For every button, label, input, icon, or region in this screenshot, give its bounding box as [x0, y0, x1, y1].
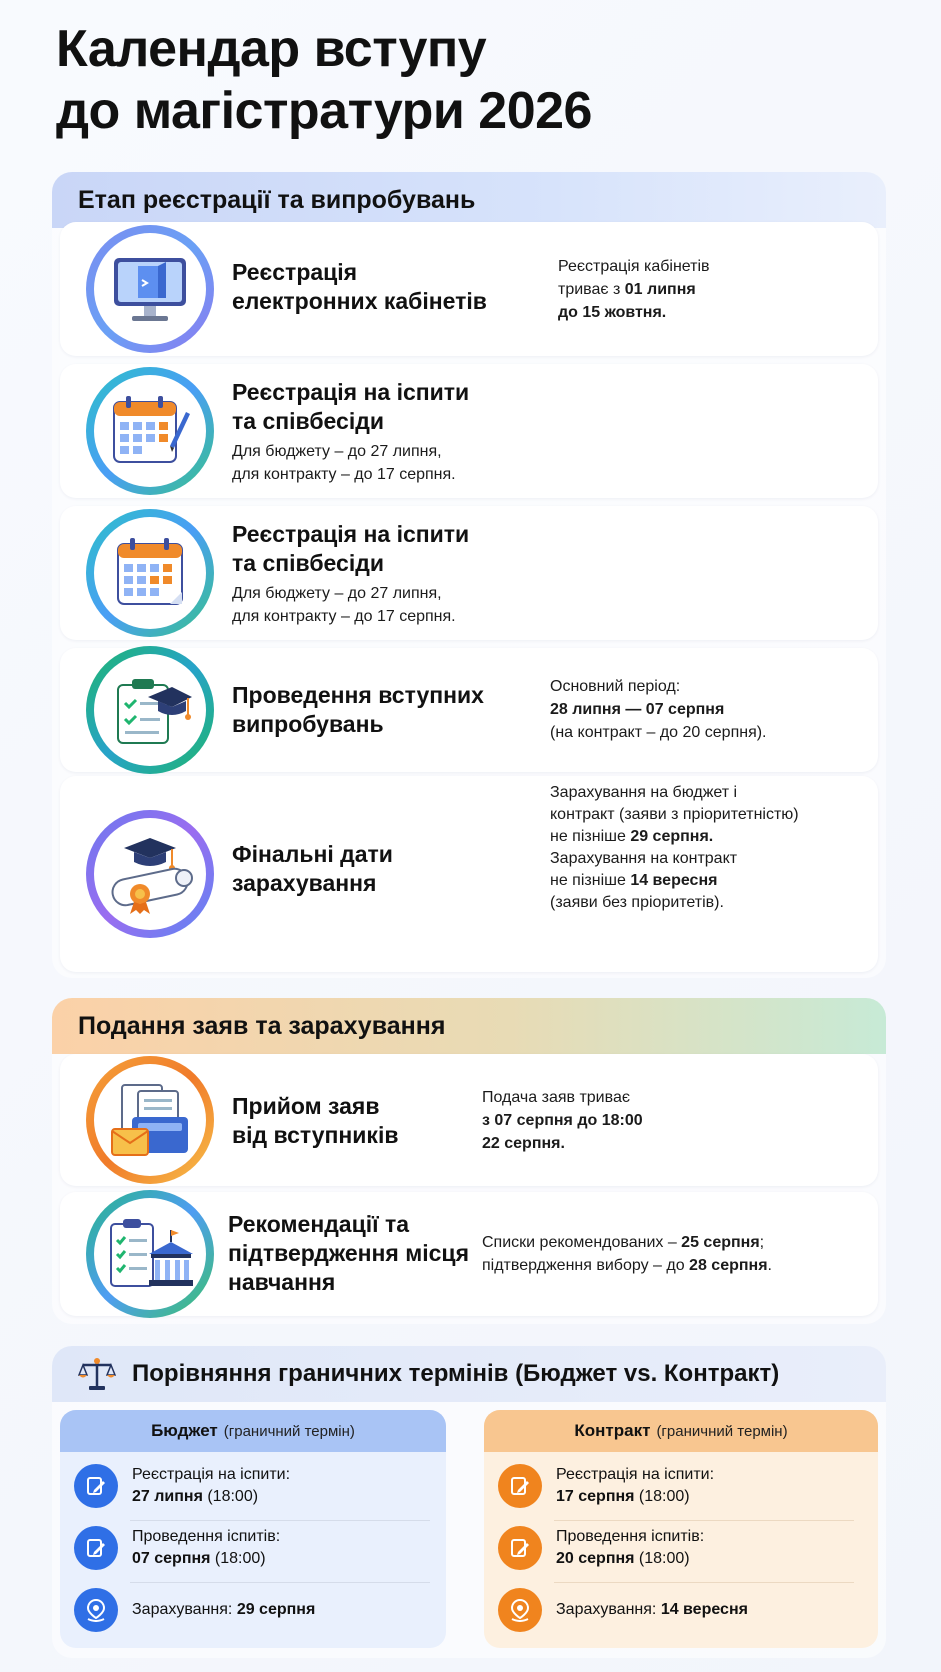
location-pin-icon — [74, 1588, 118, 1632]
card-final-title: Фінальні дати зарахування — [232, 841, 393, 896]
contract-row-exams: Проведення іспитів: 20 серпня (18:00) — [498, 1526, 852, 1570]
location-pin-icon — [498, 1588, 542, 1632]
card-applications-title: Прийом заяв від вступників — [232, 1093, 399, 1148]
clipboard-cap-icon — [86, 646, 214, 774]
budget-row-enrollment: Зарахування: 29 серпня — [74, 1588, 428, 1632]
diploma-cap-icon — [86, 810, 214, 938]
card-tests-desc: Основний період: 28 липня — 07 серпня (на контракт – до 20 серпня). — [550, 678, 767, 741]
budget-row-exams: Проведення іспитів: 07 серпня (18:00) — [74, 1526, 428, 1570]
contract-column-header: Контракт (граничний термін) — [484, 1410, 878, 1452]
monitor-icon — [86, 225, 214, 353]
card-applications — [60, 1054, 878, 1186]
budget-row-registration: Реєстрація на іспити: 27 липня (18:00) — [74, 1464, 428, 1508]
contract-column — [484, 1410, 878, 1648]
contract-row-registration: Реєстрація на іспити: 17 серпня (18:00) — [498, 1464, 852, 1508]
budget-column — [60, 1410, 446, 1648]
card-applications-desc: Подача заяв триває з 07 серпня до 18:00 22 серпня. — [482, 1089, 643, 1152]
documents-envelope-icon — [86, 1056, 214, 1184]
card-recommendations-title: Рекомендації та підтвердження місця навчання — [228, 1211, 469, 1295]
card-cabinet-desc: Реєстрація кабінетів триває з 01 липня до 15 жовтня. — [558, 258, 710, 321]
section-applications — [52, 998, 886, 1324]
edit-document-icon — [74, 1464, 118, 1508]
scales-icon — [78, 1357, 116, 1391]
card-exam-sub-1: Для бюджету – до 27 липня, для контракту – до 17 серпня. — [232, 443, 456, 483]
edit-document-icon — [74, 1526, 118, 1570]
card-exam-registration-1 — [60, 364, 878, 498]
card-entrance-tests — [60, 648, 878, 772]
edit-document-icon — [498, 1526, 542, 1570]
page-title-line2: до магістратури 2026 — [56, 82, 592, 140]
section-applications-header: Подання заяв та зарахування — [52, 998, 886, 1054]
card-tests-title: Проведення вступних випробувань — [232, 682, 484, 737]
section-comparison-header — [52, 1346, 886, 1402]
section-comparison — [52, 1346, 886, 1658]
card-final-dates — [60, 776, 878, 972]
card-exam-registration-2 — [60, 506, 878, 640]
card-cabinet-title: Реєстрація електронних кабінетів — [232, 259, 487, 314]
card-exam-sub-2: Для бюджету – до 27 липня, для контракту – до 17 серпня. — [232, 585, 456, 625]
card-exam-title-1: Реєстрація на іспити та співбесіди — [232, 379, 470, 434]
calendar-icon — [86, 509, 214, 637]
section-registration — [52, 172, 886, 978]
checklist-university-icon — [86, 1190, 214, 1318]
card-cabinet-registration — [60, 222, 878, 356]
page-title — [56, 18, 896, 142]
card-recommendations-desc: Списки рекомендованих – 25 серпня; підтвердження вибору – до 28 серпня. — [482, 1234, 772, 1274]
calendar-pen-icon — [86, 367, 214, 495]
card-recommendations — [60, 1192, 878, 1316]
card-exam-title-2: Реєстрація на іспити та співбесіди — [232, 521, 470, 576]
contract-row-enrollment: Зарахування: 14 вересня — [498, 1588, 852, 1632]
page-title-line1: Календар вступу — [56, 20, 487, 78]
section-registration-header: Етап реєстрації та випробувань — [52, 172, 886, 228]
section-comparison-title: Порівняння граничних термінів (Бюджет vs. Контракт) — [132, 1360, 780, 1387]
budget-column-header: Бюджет (граничний термін) — [60, 1410, 446, 1452]
card-final-desc: Зарахування на бюджет і контракт (заяви з пріоритетністю) не пізніше 29 серпня. Зарахування на контракт не пізніше 14 вересня (заяви без пріоритетів). — [550, 784, 799, 911]
edit-document-icon — [498, 1464, 542, 1508]
